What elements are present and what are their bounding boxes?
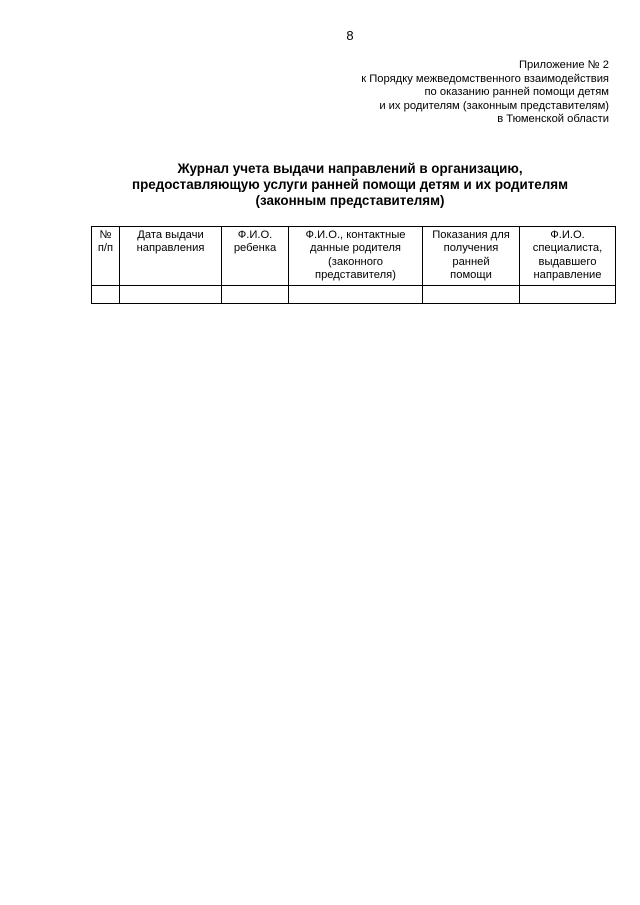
header-issue-date: Дата выдачи направления [120,227,222,286]
journal-table [91,226,616,304]
title-line: (законным представителям) [255,193,445,209]
header-parent-contacts: Ф.И.О., контактные данные родителя (законного представителя) [289,227,423,286]
table-cell[interactable] [222,285,289,303]
table-cell[interactable] [289,285,423,303]
table-cell[interactable] [92,285,120,303]
appendix-line: по оказанию ранней помощи детям [424,86,609,99]
appendix-line: и их родителям (законным представителям) [379,99,609,112]
page-number: 8 [346,28,354,43]
table-cell[interactable] [520,285,616,303]
header-number: № п/п [92,227,120,286]
table-cell[interactable] [120,285,222,303]
header-specialist-name: Ф.И.О. специалиста, выдавшего направление [520,227,616,286]
appendix-line: к Порядку межведомственного взаимодействия [361,72,609,85]
table-row [92,285,616,303]
appendix-line: в Тюменской области [497,113,609,126]
header-indications: Показания для получения ранней помощи [423,227,520,286]
table-cell[interactable] [423,285,520,303]
header-child-name: Ф.И.О. ребенка [222,227,289,286]
appendix-line: Приложение № 2 [518,59,609,71]
appendix-block [289,59,609,127]
title-line: предоставляющую услуги ранней помощи детям и их родителям [132,177,568,193]
title-line: Журнал учета выдачи направлений в организацию, [177,161,523,176]
document-title [0,161,640,210]
table-header-row [92,227,616,286]
